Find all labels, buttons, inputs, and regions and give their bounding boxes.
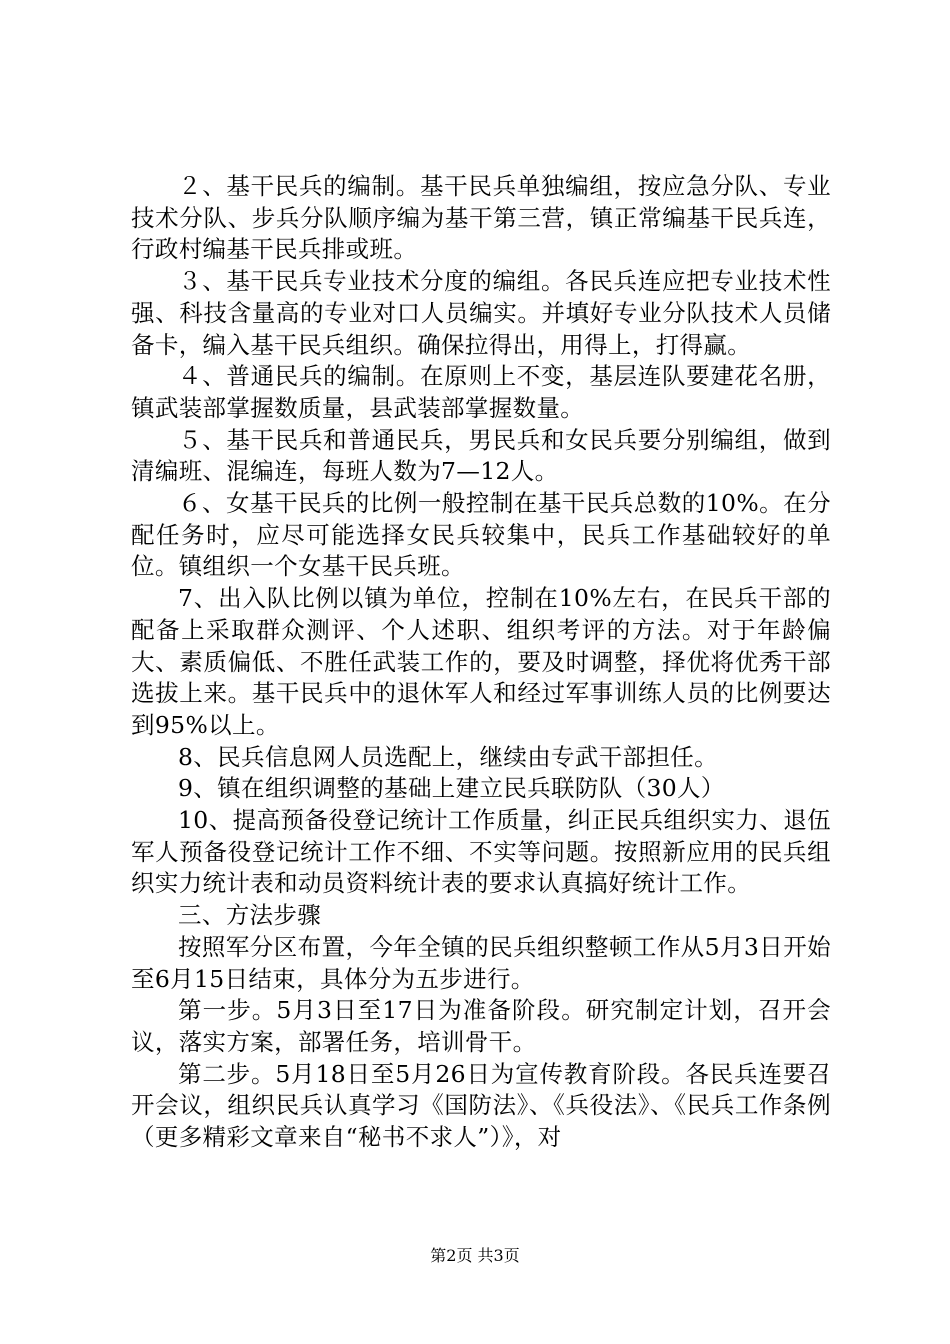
paragraph: 7、出入队比例以镇为单位，控制在10%左右，在民兵干部的配备上采取群众测评、个人述职、组织考评的方法。对于年龄偏大、素质偏低、不胜任武装工作的，要及时调整，择优将优秀干部选拔上来。基干民兵中的退休军人和经过军事训练人员的比例要达到95%以上。 (131, 584, 831, 739)
paragraph: ３、基干民兵专业技术分度的编组。各民兵连应把专业技术性强、科技含量高的专业对口人员编实。并填好专业分队技术人员储备卡，编入基干民兵组织。确保拉得出，用得上，打得赢。 (131, 267, 831, 359)
paragraph: 9、镇在组织调整的基础上建立民兵联防队（30人） (178, 774, 725, 803)
section-heading: 三、方法步骤 (178, 901, 322, 930)
paragraph: 按照军分区布置，今年全镇的民兵组织整顿工作从5月3日开始至6月15日结束，具体分为五步进行。 (131, 932, 831, 993)
document-body (131, 171, 831, 1154)
paragraph: 第一步。5月3日至17日为准备阶段。研究制定计划，召开会议，落实方案，部署任务，培训骨干。 (131, 996, 831, 1056)
paragraph: ４、普通民兵的编制。在原则上不变，基层连队要建花名册，镇武装部掌握数质量，县武装部掌握数量。 (131, 362, 831, 422)
page-number: 第2页 共3页 (430, 1246, 520, 1265)
paragraph: ５、基干民兵和普通民兵，男民兵和女民兵要分别编组，做到清编班、混编连，每班人数为7—12人。 (131, 425, 831, 486)
paragraph: ２、基干民兵的编制。基干民兵单独编组，按应急分队、专业技术分队、步兵分队顺序编为基干第三营，镇正常编基干民兵连，行政村编基干民兵排或班。 (131, 172, 831, 264)
paragraph: 10、提高预备役登记统计工作质量，纠正民兵组织实力、退伍军人预备役登记统计工作不细、不实等问题。按照新应用的民兵组织实力统计表和动员资料统计表的要求认真搞好统计工作。 (131, 806, 831, 898)
paragraph: ６、女基干民兵的比例一般控制在基干民兵总数的10%。在分配任务时，应尽可能选择女民兵较集中，民兵工作基础较好的单位。镇组织一个女基干民兵班。 (131, 489, 831, 581)
paragraph: 第二步。5月18日至5月26日为宣传教育阶段。各民兵连要召开会议，组织民兵认真学习《国防法》、《兵役法》、《民兵工作条例（更多精彩文章来自“秘书不求人”）》，对 (131, 1059, 831, 1152)
paragraph: 8、民兵信息网人员选配上，继续由专武干部担任。 (178, 742, 719, 771)
